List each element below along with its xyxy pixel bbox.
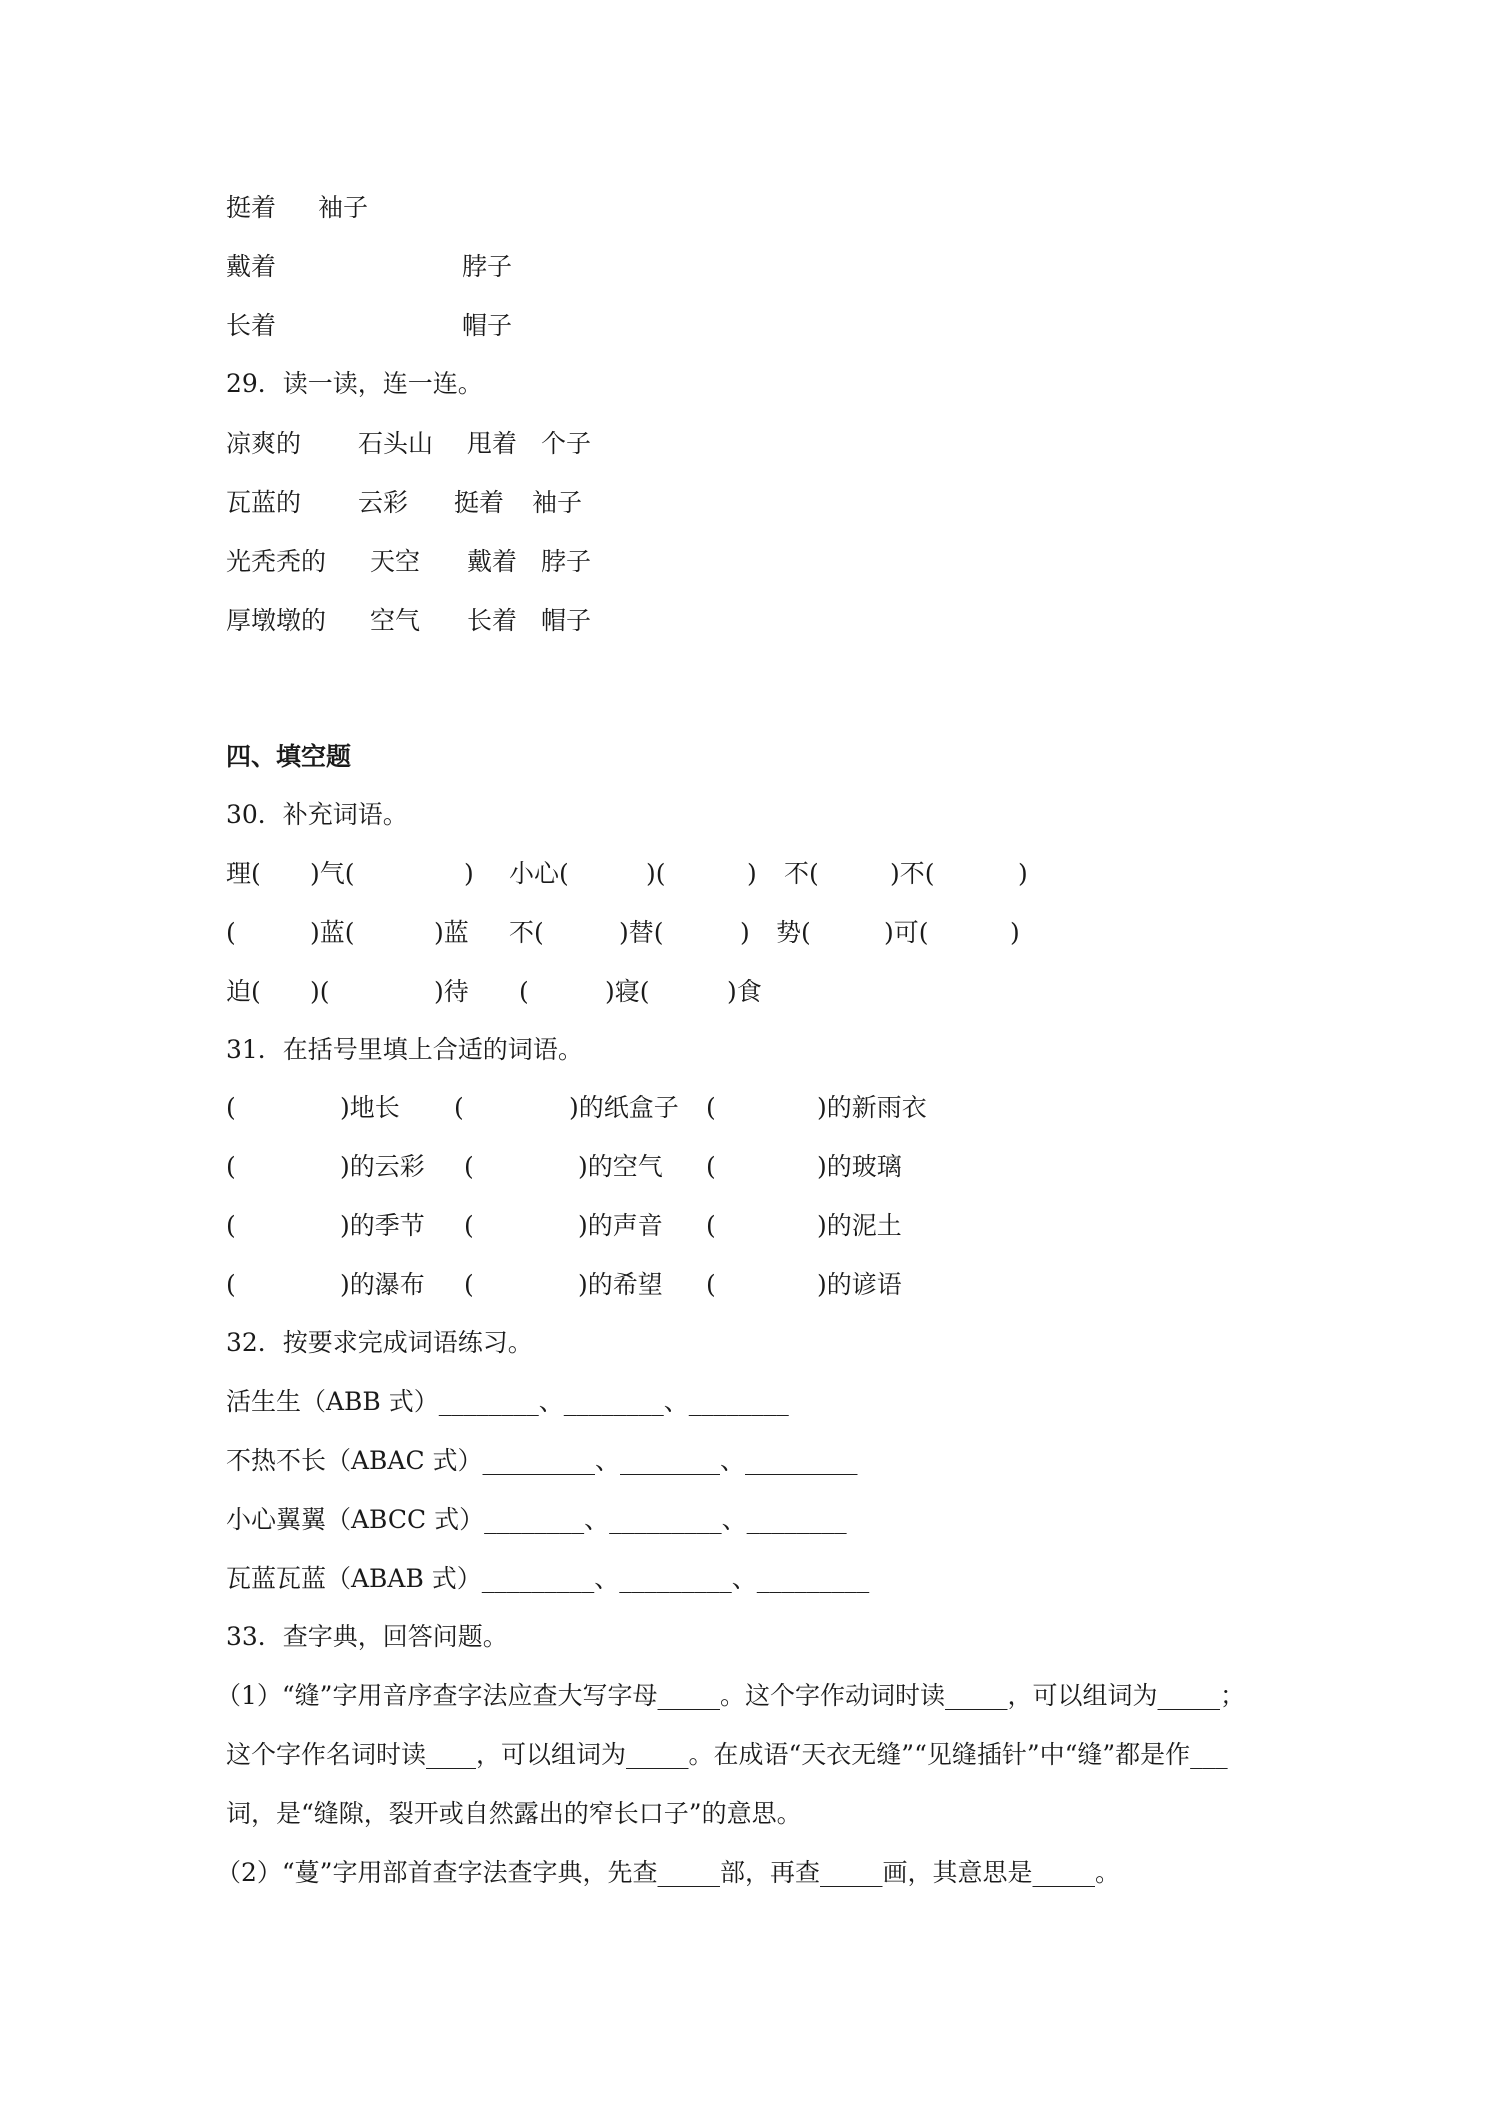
match-right: 袖子 (318, 193, 369, 222)
q30-part: ) (740, 918, 750, 947)
q32-title: 32．按要求完成词语练习。 (226, 1328, 533, 1357)
q31-part: ( (226, 1152, 236, 1181)
q29-word: 石头山 (358, 429, 434, 458)
q31-part: )的瀑布 (340, 1270, 425, 1299)
q30-part: 不( (509, 918, 544, 947)
q29-word: 厚墩墩的 (226, 606, 327, 635)
q30-part: )( (646, 859, 666, 888)
q30-part: )不( (890, 859, 935, 888)
q33-title: 33．查字典，回答问题。 (226, 1622, 508, 1651)
q32-line: 活生生（ABB 式）________、________、________ (226, 1387, 789, 1416)
q31-part: ( (464, 1152, 474, 1181)
q30-part: 小心( (509, 859, 569, 888)
q31-part: )的云彩 (340, 1152, 425, 1181)
q31-part: )的希望 (578, 1270, 663, 1299)
q29-word: 挺着 (454, 488, 505, 517)
q31-part: ( (706, 1211, 716, 1240)
q30-part: )蓝 (434, 918, 469, 947)
q30-part: )气( (310, 859, 355, 888)
q29-word: 脖子 (541, 547, 592, 576)
q29-word: 个子 (541, 429, 592, 458)
q29-word: 光秃秃的 (226, 547, 327, 576)
q31-part: ( (226, 1270, 236, 1299)
q32-line: 小心翼翼（ABCC 式）________、_________、________ (226, 1505, 847, 1534)
q31-title: 31．在括号里填上合适的词语。 (226, 1035, 583, 1064)
q30-part: )可( (884, 918, 929, 947)
q29-word: 天空 (370, 547, 421, 576)
q31-part: ( (454, 1093, 464, 1122)
q32-line: 瓦蓝瓦蓝（ABAB 式）_________、_________、_________ (226, 1564, 870, 1593)
q31-part: )的季节 (340, 1211, 425, 1240)
q32-line: 不热不长（ABAC 式）_________、________、_________ (226, 1446, 858, 1475)
q31-part: ( (464, 1211, 474, 1240)
q30-part: )( (310, 977, 330, 1006)
q31-part: ( (226, 1093, 236, 1122)
q29-word: 帽子 (541, 606, 592, 635)
q29-word: 凉爽的 (226, 429, 302, 458)
match-left: 挺着 (226, 193, 277, 222)
q31-part: ( (706, 1093, 716, 1122)
q30-part: )替( (619, 918, 664, 947)
q30-title: 30．补充词语。 (226, 800, 408, 829)
q31-part: )的谚语 (817, 1270, 902, 1299)
q30-part: ) (1010, 918, 1020, 947)
q33-line: 词，是“缝隙，裂开或自然露出的窄长口子”的意思。 (226, 1799, 802, 1828)
q30-part: ( (519, 977, 529, 1006)
q30-part: ) (747, 859, 757, 888)
q29-title: 29．读一读，连一连。 (226, 369, 483, 398)
q31-part: )的玻璃 (817, 1152, 902, 1181)
q30-part: )蓝( (310, 918, 355, 947)
q31-part: ( (464, 1270, 474, 1299)
q30-part: )寝( (605, 977, 650, 1006)
q33-line: （1）“缝”字用音序查字法应查大写字母_____。这个字作动词时读_____，可以组词为_____； (216, 1681, 1245, 1710)
match-right: 脖子 (462, 252, 513, 281)
q29-word: 甩着 (467, 429, 518, 458)
q30-part: )待 (434, 977, 469, 1006)
q30-part: 不( (784, 859, 819, 888)
q30-part: )食 (727, 977, 762, 1006)
q30-part: 势( (776, 918, 811, 947)
q31-part: )的空气 (578, 1152, 663, 1181)
q31-part: )地长 (340, 1093, 400, 1122)
q31-part: )的泥土 (817, 1211, 902, 1240)
q30-part: 迫( (226, 977, 261, 1006)
q29-word: 戴着 (467, 547, 518, 576)
section-heading: 四、填空题 (226, 742, 352, 771)
q31-part: ( (706, 1152, 716, 1181)
q29-word: 空气 (370, 606, 421, 635)
match-right: 帽子 (462, 311, 513, 340)
q30-part: ) (464, 859, 474, 888)
match-left: 长着 (226, 311, 277, 340)
q31-part: ( (706, 1270, 716, 1299)
q30-part: ( (226, 918, 236, 947)
q30-part: 理( (226, 859, 261, 888)
q33-line: （2）“蔓”字用部首查字法查字典，先查_____部，再查_____画，其意思是_____。 (216, 1858, 1120, 1887)
q33-line: 这个字作名词时读____，可以组词为_____。在成语“天衣无缝”“见缝插针”中“缝”都是作___ (226, 1740, 1228, 1769)
q29-word: 瓦蓝的 (226, 488, 302, 517)
q31-part: )的新雨衣 (817, 1093, 927, 1122)
q31-part: )的声音 (578, 1211, 663, 1240)
q31-part: )的纸盒子 (569, 1093, 679, 1122)
q29-word: 云彩 (358, 488, 409, 517)
q29-word: 长着 (467, 606, 518, 635)
q30-part: ) (1018, 859, 1028, 888)
match-left: 戴着 (226, 252, 277, 281)
q31-part: ( (226, 1211, 236, 1240)
q29-word: 袖子 (532, 488, 583, 517)
